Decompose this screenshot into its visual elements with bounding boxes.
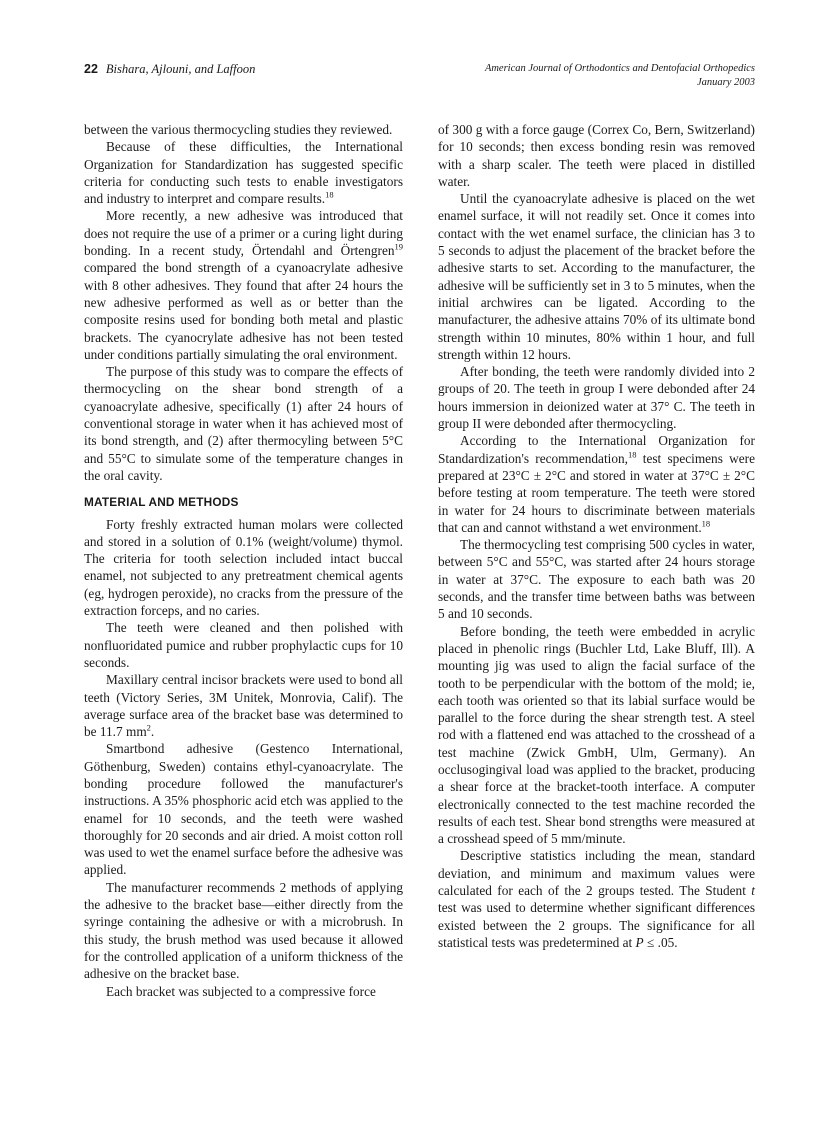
page-number: 22: [84, 62, 98, 76]
header-right: [485, 62, 755, 90]
running-authors: Bishara, Ajlouni, and Laffoon: [105, 62, 256, 76]
paragraph: [438, 432, 755, 536]
paragraph-text: More recently, a new adhesive was introduced that does not require the use of a primer or a curing light during bonding. In a recent study, Örtendahl and Örtengren: [84, 208, 403, 259]
paragraph: Before bonding, the teeth were embedded in acrylic placed in phenolic rings (Buchler Ltd, Lake Bluff, Ill). A mounting jig was used to align the facial surface of the tooth to be perpendicular with the bottom of the mold; ie, each tooth was oriented so that its labial surface would be parallel to the force during the shear strength test. A steel rod with a flattened end was attached to the crosshead of a test machine (Zwick GmbH, Ulm, Germany). An occlusogingival load was applied to the bracket, producing a shear force at the bracket-tooth interface. A computer electronically connected to the test machine recorded the results of each test. Shear bond strengths were measured at a crosshead speed of 5 mm/minute.: [438, 623, 755, 847]
paragraph: [84, 671, 403, 740]
paragraph: Each bracket was subjected to a compressive force: [106, 983, 376, 999]
paragraph-text: ≤ .05.: [643, 934, 678, 950]
superscript: 2: [146, 722, 151, 733]
citation-ref: 18: [701, 518, 711, 529]
section-heading: MATERIAL AND METHODS: [84, 495, 239, 510]
paragraph: Smartbond adhesive (Gestenco International, Göthenburg, Sweden) contains ethyl-cyanoacrylate. The bonding procedure followed the manufacturer's instructions. A 35% phosphoric acid etch was applied to the enamel for 10 seconds, and the teeth were washed thoroughly for 20 seconds and air dried. A moist cotton roll was used to wet the enamel surface before the adhesive was applied.: [84, 741, 403, 878]
citation-ref: 18: [627, 449, 637, 460]
paragraph-text: Descriptive statistics including the mean, standard deviation, and minimum and maximum values were calculated for each of the 2 groups tested. The Student: [438, 848, 755, 899]
paragraph: Until the cyanoacrylate adhesive is placed on the wet enamel surface, it will not readily set. Once it comes into contact with the wet enamel surface, the clinician has 3 to 5 seconds to adjust the placement of the bracket before the adhesive starts to set. According to the manufacturer, the adhesive will be sufficiently set in 3 to 5 minutes, when the initial archwires can be ligated. According to the manufacturer, the adhesive attains 70% of its ultimate bond strength within 10 minutes, 80% within 1 hour, and full strength within 12 hours.: [438, 191, 755, 362]
paragraph-text: According to the International Organization for Standardization's recommendation,: [438, 433, 755, 466]
paragraph: The teeth were cleaned and then polished with nonfluoridated pumice and rubber prophylactic cups for 10 seconds.: [84, 620, 403, 670]
paragraph-text: compared the bond strength of a cyanoacrylate adhesive with 8 other adhesives. They found that after 24 hours the new adhesive performed as well as or better than the composite resins used for bonding both metal and plastic brackets. The cyanocrylate adhesive has not been tested under conditions partially simulating the oral environment.: [84, 260, 403, 362]
paragraph: [84, 138, 403, 207]
italic-t: t: [751, 883, 755, 899]
issue-date: January 2003: [696, 77, 755, 88]
paragraph: between the various thermocycling studies they reviewed.: [84, 122, 393, 137]
paragraph: of 300 g with a force gauge (Correx Co, Bern, Switzerland) for 10 seconds; then excess bonding resin was removed with a sharp scaler. The teeth were placed in distilled water.: [438, 122, 755, 189]
left-column: [84, 121, 403, 1000]
paragraph-text: Because of these difficulties, the International Organization for Standardization has suggested specific criteria for conducting such tests to enable investigators and industry to interpret and compare results.: [84, 139, 403, 207]
citation-ref: 19: [394, 241, 403, 252]
italic-p: P: [635, 934, 644, 950]
header-left: [84, 62, 255, 77]
paragraph-text: test was used to determine whether significant differences existed between the 2 groups. The significance for all statistical tests was predetermined at: [438, 900, 755, 950]
paragraph: After bonding, the teeth were randomly divided into 2 groups of 20. The teeth in group I were debonded after 24 hours immersion in deionized water at 37° C. The teeth in group II were debonded after thermocycling.: [438, 364, 755, 432]
paragraph: [438, 847, 755, 951]
journal-title: American Journal of Orthodontics and Dentofacial Orthopedics: [484, 63, 755, 74]
paragraph-text: test specimens were prepared at 23°C ± 2°C and stored in water at 37°C ± 2°C before testing at room temperature. The teeth were stored in water for 24 hours to discriminate between materials that can and cannot withstand a wet environment.: [438, 450, 755, 535]
running-header: [84, 62, 755, 98]
paragraph: [84, 207, 403, 363]
paragraph: The thermocycling test comprising 500 cycles in water, between 5°C and 55°C, was started after 24 hours storage in water at 37°C. The exposure to each bath was 20 seconds, and the transfer time between baths was between 5 and 10 seconds.: [438, 537, 755, 622]
paragraph: Forty freshly extracted human molars were collected and stored in a solution of 0.1% (weight/volume) thymol. The criteria for tooth selection included intact buccal enamel, not subjected to any pretreatment chemical agents (eg, hydrogen peroxide), no cracks from the pressure of the extraction forceps, and no caries.: [84, 516, 403, 619]
citation-ref: 18: [325, 189, 334, 200]
paragraph: The purpose of this study was to compare the effects of thermocycling on the shear bond strength of a cyanoacrylate adhesive, specifically (1) after 24 hours of conventional storage in water when it has achieved most of its bond strength, and (2) after thermocyling between 5°C and 55°C to simulate some of the temperature changes in the oral cavity.: [84, 364, 403, 483]
paragraph-text: Maxillary central incisor brackets were used to bond all teeth (Victory Series, 3M Unitek, Monrovia, Calif). The average surface area of the bracket base was determined to be 11.7 mm: [84, 672, 403, 740]
paragraph-text: .: [150, 724, 155, 740]
paragraph: The manufacturer recommends 2 methods of applying the adhesive to the bracket base—either directly from the syringe containing the adhesive or with a microbrush. In this study, the brush method was used because it allowed for the controlled application of a uniform thickness of the adhesive on the bracket base.: [84, 879, 403, 982]
right-column: [438, 121, 755, 951]
